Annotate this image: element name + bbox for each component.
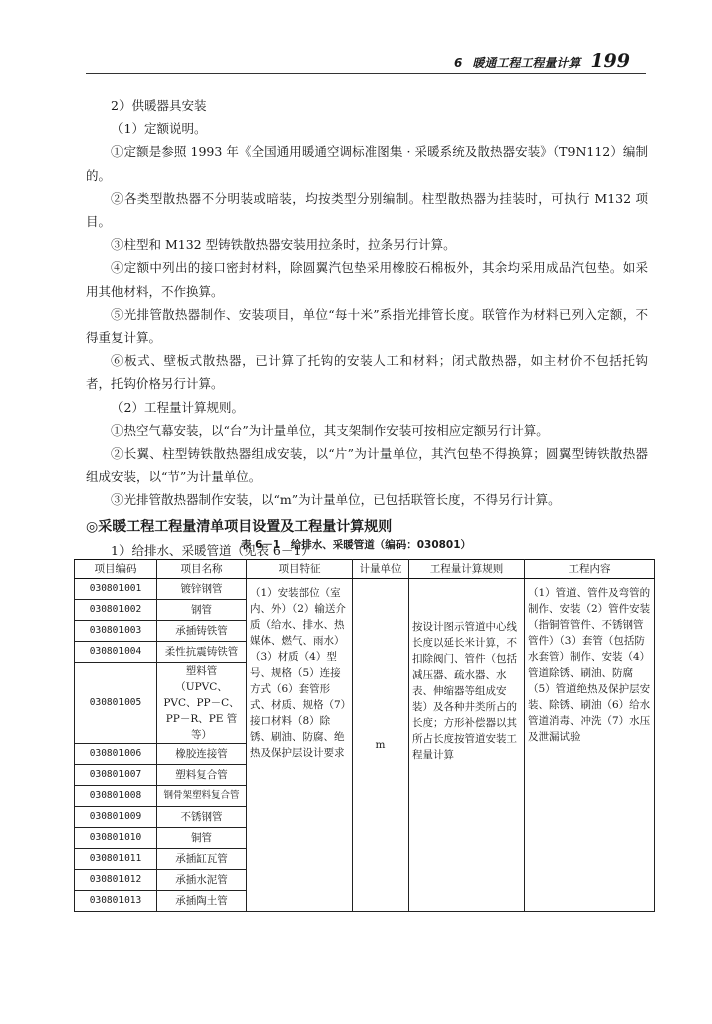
item-name: 承插陶土管 bbox=[157, 891, 247, 912]
header-cell: 项目名称 bbox=[157, 560, 247, 579]
paragraph: ①热空气幕安装，以“台”为计量单位，其支架制作安装可按相应定额另行计算。 bbox=[111, 422, 549, 438]
paragraph: ②各类型散热器不分明装或暗装，均按类型分别编制。柱型散热器为挂装时，可执行 M132 项目。 bbox=[86, 190, 648, 230]
item-code: 030801010 bbox=[75, 828, 157, 849]
paragraph: （1）定额说明。 bbox=[111, 121, 207, 137]
chapter-number: 6 bbox=[453, 56, 463, 70]
item-code: 030801004 bbox=[75, 642, 157, 663]
table-row bbox=[75, 579, 655, 600]
body-text bbox=[86, 94, 648, 562]
work-content: （1）管道、管件及弯管的制作、安装（2）管件安装（指铜管管件、不锈钢管管件）（3）套管（包括防水套管）制作、安装（4）管道除锈、刷油、防腐（5）管道绝热及保护层安装、除锈、刷油（6）给水管道消毒、冲洗（7）水压及泄漏试验 bbox=[525, 579, 655, 912]
item-name: 不锈钢管 bbox=[157, 807, 247, 828]
paragraph: ①定额是参照 1993 年《全国通用暖通空调标准图集 · 采暖系统及散热器安装》（T9N112）编制的。 bbox=[86, 144, 648, 183]
item-name: 塑料管（UPVC、PVC、PP－C、PP－R、PE 管等） bbox=[157, 663, 247, 744]
paragraph: ③光排管散热器制作安装，以“m”为计量单位，已包括联管长度，不得另行计算。 bbox=[111, 492, 561, 508]
paragraph: 2）供暖器具安装 bbox=[111, 98, 207, 113]
section-heading: ◎采暖工程工程量清单项目设置及工程量计算规则 bbox=[86, 518, 393, 535]
item-code: 030801011 bbox=[75, 849, 157, 870]
header-cell: 工程内容 bbox=[525, 560, 655, 579]
paragraph: ⑥板式、壁板式散热器，已计算了托钩的安装人工和材料；闭式散热器，如主材价不包括托钩者，托钩价格另行计算。 bbox=[86, 353, 648, 392]
item-code: 030801012 bbox=[75, 870, 157, 891]
item-code: 030801002 bbox=[75, 600, 157, 621]
item-name: 承插水泥管 bbox=[157, 870, 247, 891]
paragraph: （2）工程量计算规则。 bbox=[111, 399, 244, 415]
item-name: 铜管 bbox=[157, 828, 247, 849]
item-code: 030801001 bbox=[75, 579, 157, 600]
item-code: 030801013 bbox=[75, 891, 157, 912]
chapter-title: 暖通工程工程量计算 bbox=[472, 56, 581, 70]
item-name: 承插铸铁管 bbox=[157, 621, 247, 642]
header-cell: 工程量计算规则 bbox=[409, 560, 525, 579]
header-cell: 计量单位 bbox=[353, 560, 409, 579]
calculation-rule: 按设计图示管道中心线长度以延长米计算，不扣除阀门、管件（包括减压器、疏水器、水表、伸缩器等组成安装）及各种井类所占的长度；方形补偿器以其所占长度按管道安装工程量计算 bbox=[409, 579, 525, 912]
running-header bbox=[454, 50, 630, 72]
item-code: 030801008 bbox=[75, 786, 157, 807]
item-code: 030801009 bbox=[75, 807, 157, 828]
header-rule bbox=[86, 73, 646, 74]
item-code: 030801003 bbox=[75, 621, 157, 642]
sub-heading: 1）给排水、采暖管道（见表 6－1） bbox=[111, 542, 314, 558]
paragraph: ④定额中列出的接口密封材料，除圆翼汽包垫采用橡胶石棉板外，其余均采用成品汽包垫。如采用其他材料，不作换算。 bbox=[86, 260, 648, 299]
item-name: 钢管 bbox=[157, 600, 247, 621]
item-name: 柔性抗震铸铁管 bbox=[157, 642, 247, 663]
item-name: 橡胶连接管 bbox=[157, 744, 247, 765]
item-name: 钢骨架塑料复合管 bbox=[157, 786, 247, 807]
item-name: 塑料复合管 bbox=[157, 765, 247, 786]
unit-of-measure: m bbox=[353, 579, 409, 912]
table-caption: 表 6－1 给排水、采暖管道（编码：030801） bbox=[240, 539, 472, 551]
paragraph: ②长翼、柱型铸铁散热器组成安装，以“片”为计量单位，其汽包垫不得换算；圆翼型铸铁散热器组成安装，以“节”为计量单位。 bbox=[86, 446, 648, 485]
item-code: 030801005 bbox=[75, 663, 157, 744]
item-features: （1）安装部位（室内、外）（2）输送介质（给水、排水、热媒体、燃气、雨水）（3）材质（4）型号、规格（5）连接方式（6）套管形式、材质、规格（7）接口材料（8）除锈、刷油、防腐、绝热及保护层设计要求 bbox=[247, 579, 353, 912]
paragraph: ③柱型和 M132 型铸铁散热器安装用拉条时，拉条另行计算。 bbox=[111, 237, 456, 253]
quantities-table bbox=[74, 559, 655, 912]
paragraph: ⑤光排管散热器制作、安装项目，单位“每十米”系指光排管长度。联管作为材料已列入定额，不得重复计算。 bbox=[86, 306, 648, 346]
table-header-row bbox=[75, 560, 655, 579]
item-name: 承插缸瓦管 bbox=[157, 849, 247, 870]
header-cell: 项目编码 bbox=[75, 560, 157, 579]
page-number: 199 bbox=[590, 50, 630, 72]
header-cell: 项目特征 bbox=[247, 560, 353, 579]
item-name: 镀锌钢管 bbox=[157, 579, 247, 600]
item-code: 030801006 bbox=[75, 744, 157, 765]
item-code: 030801007 bbox=[75, 765, 157, 786]
